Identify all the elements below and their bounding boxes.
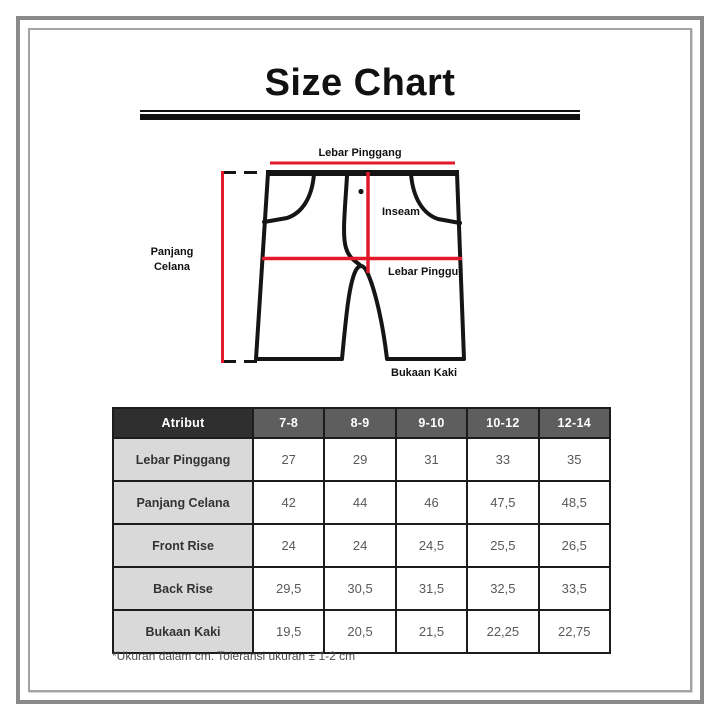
table-row xyxy=(113,567,610,610)
value-cell: 46 xyxy=(396,481,467,524)
header-cell-atribut: Atribut xyxy=(113,408,253,438)
table-header-row xyxy=(113,408,610,438)
row-label: Bukaan Kaki xyxy=(113,610,253,653)
header-cell-size: 10-12 xyxy=(467,408,538,438)
value-cell: 32,5 xyxy=(467,567,538,610)
value-cell: 31 xyxy=(396,438,467,481)
value-cell: 44 xyxy=(324,481,395,524)
value-cell: 47,5 xyxy=(467,481,538,524)
button-dot xyxy=(358,189,363,194)
value-cell: 24,5 xyxy=(396,524,467,567)
header-cell-size: 9-10 xyxy=(396,408,467,438)
value-cell: 31,5 xyxy=(396,567,467,610)
row-label: Lebar Pinggang xyxy=(113,438,253,481)
value-cell: 22,75 xyxy=(539,610,610,653)
value-cell: 19,5 xyxy=(253,610,324,653)
value-cell: 25,5 xyxy=(467,524,538,567)
value-cell: 29 xyxy=(324,438,395,481)
row-label: Panjang Celana xyxy=(113,481,253,524)
value-cell: 22,25 xyxy=(467,610,538,653)
table-row xyxy=(113,524,610,567)
value-cell: 48,5 xyxy=(539,481,610,524)
value-cell: 20,5 xyxy=(324,610,395,653)
label-panjang-celana: Panjang Celana xyxy=(150,246,194,274)
label-lebar-pinggang: Lebar Pinggang xyxy=(318,147,402,159)
length-bracket-dashes xyxy=(221,173,257,362)
value-cell: 27 xyxy=(253,438,324,481)
label-bukaan-kaki: Bukaan Kaki xyxy=(391,367,458,379)
value-cell: 42 xyxy=(253,481,324,524)
row-label: Front Rise xyxy=(113,524,253,567)
header-cell-size: 7-8 xyxy=(253,408,324,438)
value-cell: 29,5 xyxy=(253,567,324,610)
table-row xyxy=(113,438,610,481)
table-row xyxy=(113,610,610,653)
label-lebar-pinggul: Lebar Pinggul xyxy=(388,266,462,278)
value-cell: 24 xyxy=(253,524,324,567)
value-cell: 21,5 xyxy=(396,610,467,653)
header-cell-size: 12-14 xyxy=(539,408,610,438)
value-cell: 26,5 xyxy=(539,524,610,567)
value-cell: 30,5 xyxy=(324,567,395,610)
table-row xyxy=(113,481,610,524)
size-footnote: *Ukuran dalam cm. Toleransi ukuran ± 1-2 cm xyxy=(112,649,356,663)
size-table xyxy=(112,407,611,654)
row-label: Back Rise xyxy=(113,567,253,610)
value-cell: 33 xyxy=(467,438,538,481)
label-inseam: Inseam xyxy=(382,206,420,218)
value-cell: 24 xyxy=(324,524,395,567)
value-cell: 33,5 xyxy=(539,567,610,610)
page-title: Size Chart xyxy=(264,62,456,104)
header-cell-size: 8-9 xyxy=(324,408,395,438)
value-cell: 35 xyxy=(539,438,610,481)
